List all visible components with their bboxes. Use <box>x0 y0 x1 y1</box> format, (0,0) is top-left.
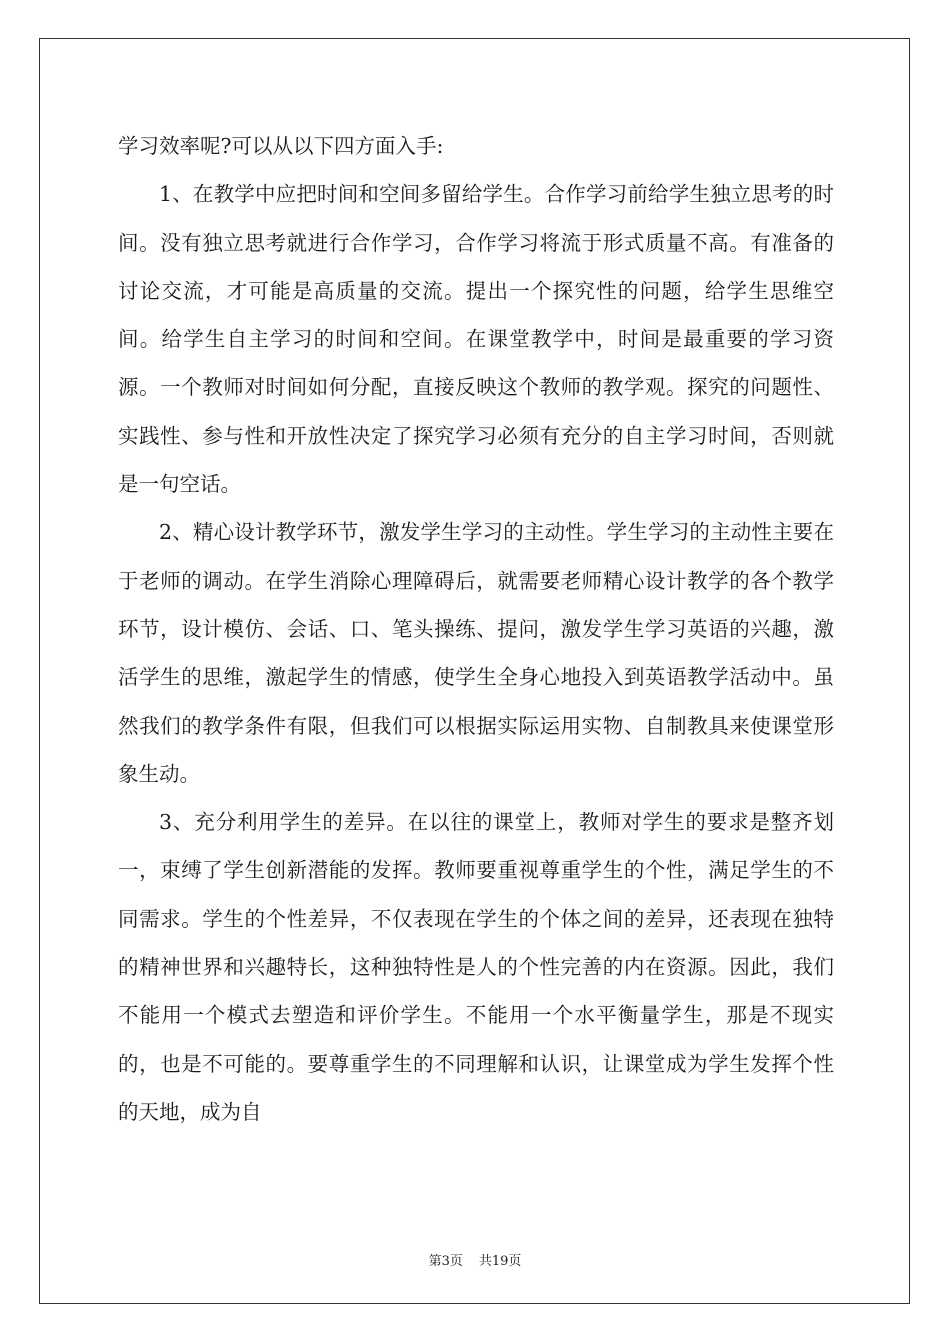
paragraph-intro: 学习效率呢?可以从以下四方面入手: <box>118 134 444 158</box>
paragraph-point-1: 1、在教学中应把时间和空间多留给学生。合作学习前给学生独立思考的时间。没有独立思考就进行合作学习，合作学习将流于形式质量不高。有准备的讨论交流，才可能是高质量的交流。提出一个探究性的问题，给学生思维空间。给学生自主学习的时间和空间。在课堂教学中，时间是最重要的学习资源。一个教师对时间如何分配，直接反映这个教师的教学观。探究的问题性、实践性、参与性和开放性决定了探究学习必须有充分的自主学习时间，否则就是一句空话。 <box>118 182 834 497</box>
page-footer <box>0 1250 950 1269</box>
page-number-current: 第3页 <box>428 1254 463 1269</box>
paragraph-point-3: 3、充分利用学生的差异。在以往的课堂上，教师对学生的要求是整齐划一，束缚了学生创新潜能的发挥。教师要重视尊重学生的个性，满足学生的不同需求。学生的个性差异，不仅表现在学生的个体之间的差异，还表现在独特的精神世界和兴趣特长，这种独特性是人的个性完善的内在资源。因此，我们不能用一个模式去塑造和评价学生。不能用一个水平衡量学生，那是不现实的，也是不可能的。要尊重学生的不同理解和认识，让课堂成为学生发挥个性的天地，成为自 <box>118 810 834 1124</box>
paragraph-point-2: 2、精心设计教学环节，激发学生学习的主动性。学生学习的主动性主要在于老师的调动。在学生消除心理障碍后，就需要老师精心设计教学的各个教学环节，设计模仿、会话、口、笔头操练、提问，激发学生学习英语的兴趣，激活学生的思维，激起学生的情感，使学生全身心地投入到英语教学活动中。虽然我们的教学条件有限，但我们可以根据实际运用实物、自制教具来使课堂形象生动。 <box>118 520 834 786</box>
document-body <box>118 122 834 1136</box>
page-number-total: 共19页 <box>478 1254 522 1269</box>
